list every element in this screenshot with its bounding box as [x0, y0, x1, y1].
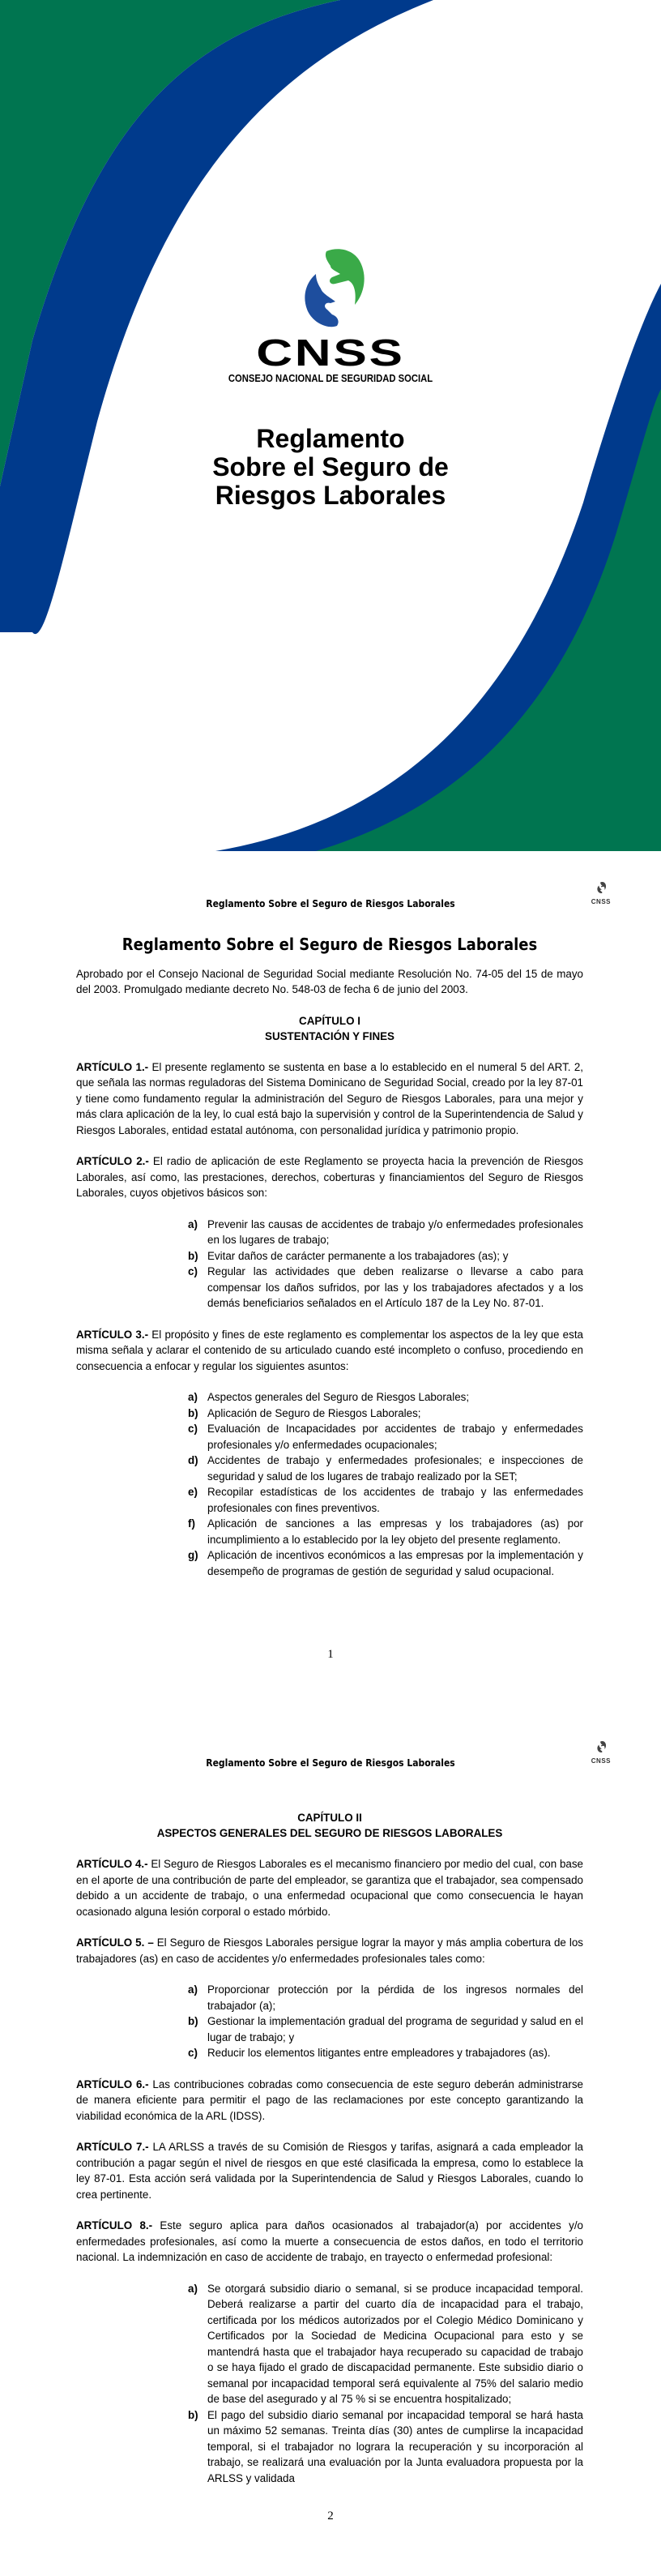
- cover-title-line: Riesgos Laborales: [215, 481, 446, 510]
- page-1-body: [76, 937, 583, 1594]
- article-label: ARTÍCULO 1.-: [76, 1060, 149, 1073]
- page-2-body: [76, 1810, 583, 2501]
- page-number: 1: [327, 1648, 334, 1661]
- article-text: El presente reglamento se sustenta en base a lo establecido en el numeral 5 del ART. 2, que señala las normas reguladoras del Sistema Dominicano de Seguridad Social, creado por la ley 87-01 y tiene como fundamento regular la administración del Seguro de Riesgos Laborales, para una mejor y más clara aplicación de la ley, lo cual está bajo la supervisión y control de la Superintendencia de Salud y Riesgos Laborales, entidad estatal autónoma, con personalidad jurídica y patrimonio propio.: [76, 1060, 583, 1136]
- article-5: [76, 1935, 583, 1966]
- list-item: d) Accidentes de trabajo y enfermedades profesionales; e inspecciones de seguridad y salud de los lugares de trabajo realizado por la SET;: [188, 1454, 583, 1483]
- article-text: El Seguro de Riesgos Laborales es el mecanismo financiero por medio del cual, con base en el aporte de una contribución de parte del empleador, se garantiza que el trabajador, sea compensado debido a un accidente de trabajo, o una enfermedad ocupacional que como consecuencia le hayan ocasionado alguna lesión corporal o estado mórbido.: [76, 1858, 583, 1918]
- chapter-name: SUSTENTACIÓN Y FINES: [265, 1029, 394, 1042]
- article-5-list: [76, 1982, 583, 2061]
- article-text: Este seguro aplica para daños ocasionados al trabajador(a) por accidentes y/o enfermedades profesionales, así como la muerte a consecuencia de estos daños, en todo el territorio nacional. La indemnización en caso de accidente de trabajo, en trayecto o enfermedad profesional:: [76, 2219, 583, 2263]
- article-text: Las contribuciones cobradas como consecuencia de este seguro deberán administrarse de manera eficiente para permitir el pago de las reclamaciones por este concepto garantizando la viabilidad económica de la ARL (IDSS).: [76, 2077, 583, 2122]
- cnss-logo-text: CNSS: [256, 332, 405, 374]
- article-1: [76, 1059, 583, 1139]
- article-label: ARTÍCULO 6.-: [76, 2077, 149, 2090]
- approval-note: Aprobado por el Consejo Nacional de Seguridad Social mediante Resolución No. 74-05 del 15 de mayo del 2003. Promulgado mediante decreto No. 548-03 de fecha 6 de junio del 2003.: [76, 967, 583, 995]
- chapter-heading: [76, 1013, 583, 1044]
- article-text: El radio de aplicación de este Reglamento se proyecta hacia la prevención de Riesgos Laborales, así como, las prestaciones, derechos, coberturas y financiamientos del Seguro de Riesgos Laborales, cuyos objetivos básicos son:: [76, 1155, 583, 1199]
- article-label: ARTÍCULO 3.-: [76, 1328, 149, 1341]
- cover-title-line: Reglamento: [256, 424, 405, 453]
- article-6: [76, 2077, 583, 2125]
- article-4: [76, 1856, 583, 1919]
- header-logo-text: CNSS: [591, 898, 611, 905]
- list-item: g) Aplicación de incentivos económicos a las empresas por la implementación y desempeño de programas de gestión de seguridad y salud ocupacional.: [188, 1549, 583, 1577]
- list-item: b) Gestionar la implementación gradual del programa de seguridad y salud en el lugar de trabajo; y: [188, 2015, 583, 2043]
- article-2: [76, 1153, 583, 1201]
- list-item: a) Proporcionar protección por la pérdida de los ingresos normales del trabajador (a);: [188, 1983, 583, 2012]
- cover-title-line: Sobre el Seguro de: [212, 452, 449, 481]
- header-logo-text: CNSS: [591, 1757, 611, 1765]
- chapter-number: CAPÍTULO I: [299, 1014, 360, 1027]
- article-text: El propósito y fines de este reglamento es complementar los aspectos de la ley que esta misma señala y aclarar el contenido de su articulado cuando esté incompleto o confuso, procediendo en consecuencia a enfocar y regular los siguientes asuntos:: [76, 1328, 583, 1372]
- list-item: b) El pago del subsidio diario semanal por incapacidad temporal se hará hasta un máximo 52 semanas. Treinta días (30) antes de cumplirse la incapacidad temporal, si el trabajador no lograra la recuperación y su incorporación al trabajo, se realizará una evaluación por la Junta evaluadora propuesta por la ARLSS y validada: [188, 2408, 583, 2484]
- article-label: ARTÍCULO 4.-: [76, 1858, 148, 1870]
- chapter-name: ASPECTOS GENERALES DEL SEGURO DE RIESGOS LABORALES: [156, 1827, 503, 1839]
- list-item: b) Evitar daños de carácter permanente a los trabajadores (as); y: [188, 1249, 509, 1262]
- document-page-2: [0, 1713, 661, 2576]
- running-header: Reglamento Sobre el Seguro de Riesgos Laborales: [206, 1757, 455, 1769]
- article-text: LA ARLSS a través de su Comisión de Riesgos y tarifas, asignará a cada empleador la contribución a pagar según el nivel de riesgos en que esté clasificada la empresa, como lo establece la ley 87-01. Esta acción será validada por la Superintendencia de Salud y Riesgos Laborales, cuando lo crea pertinente.: [76, 2141, 583, 2201]
- article-3: [76, 1327, 583, 1375]
- list-item: f) Aplicación de sanciones a las empresas y los trabajadores (as) por incumplimiento a lo establecido por la ley objeto del presente reglamento.: [188, 1517, 583, 1546]
- document-page-1: [0, 854, 661, 1713]
- cover-page: [0, 0, 661, 854]
- list-item: a) Se otorgará subsidio diario o semanal, si se produce incapacidad temporal. Deberá realizarse a partir del cuarto día de incapacidad para el trabajo, certificada por los médicos autorizados por el Colegio Médico Dominicano y Certificados por la Sociedad de Medicina Ocupacional para esto y se mantendrá hasta que el trabajador haya recuperado su capacidad de trabajo o se haya fijado el grado de discapacidad permanente. Este subsidio diario o semanal por incapacidad temporal será equivalente al 75% del salario medio de base del asegurado y al 75 % si se encuentra hospitalizado;: [188, 2282, 583, 2405]
- cnss-hands-icon: [595, 881, 608, 894]
- cnss-logo: [0, 243, 661, 384]
- list-item: e) Recopilar estadísticas de los accidentes de trabajo y las enfermedades profesionales con fines preventivos.: [188, 1486, 583, 1514]
- article-text: El Seguro de Riesgos Laborales persigue lograr la mayor y más amplia cobertura de los trabajadores (as) en caso de accidentes y/o enfermedades profesionales tales como:: [76, 1936, 583, 1965]
- list-item: b) Aplicación de Seguro de Riesgos Laborales;: [188, 1406, 421, 1419]
- article-8-list: [76, 2281, 583, 2487]
- article-2-list: [76, 1217, 583, 1312]
- article-label: ARTÍCULO 7.-: [76, 2141, 149, 2153]
- list-item: c) Reducir los elementos litigantes entre empleadores y trabajadores (as).: [188, 2047, 551, 2059]
- cnss-hands-icon: [290, 243, 371, 332]
- article-8: [76, 2218, 583, 2266]
- article-3-list: [76, 1389, 583, 1579]
- article-label: ARTÍCULO 8.-: [76, 2219, 153, 2232]
- document-title: Reglamento Sobre el Seguro de Riesgos Laborales: [122, 935, 538, 954]
- list-item: a) Aspectos generales del Seguro de Riesgos Laborales;: [188, 1391, 470, 1403]
- cover-title: [0, 425, 661, 510]
- list-item: c) Evaluación de Incapacidades por accidentes de trabajo y enfermedades profesionales y/o enfermedades ocupacionales;: [188, 1423, 583, 1451]
- cnss-hands-icon: [595, 1740, 608, 1753]
- page-number: 2: [327, 2510, 334, 2523]
- list-item: a) Prevenir las causas de accidentes de trabajo y/o enfermedades profesionales en los lugares de trabajo;: [188, 1217, 583, 1246]
- article-7: [76, 2139, 583, 2202]
- article-label: ARTÍCULO 2.-: [76, 1155, 149, 1167]
- article-label: ARTÍCULO 5. –: [76, 1936, 154, 1949]
- cnss-logo-subtitle: CONSEJO NACIONAL DE SEGURIDAD SOCIAL: [228, 373, 433, 384]
- list-item: c) Regular las actividades que deben realizarse o llevarse a cabo para compensar los daños sufridos, por las y los trabajadores afectados y a los demás beneficiarios señalados en el Artículo 187 de la Ley No. 87-01.: [188, 1265, 583, 1309]
- running-header: Reglamento Sobre el Seguro de Riesgos Laborales: [206, 898, 455, 909]
- chapter-heading: [76, 1810, 583, 1841]
- chapter-number: CAPÍTULO II: [297, 1812, 362, 1824]
